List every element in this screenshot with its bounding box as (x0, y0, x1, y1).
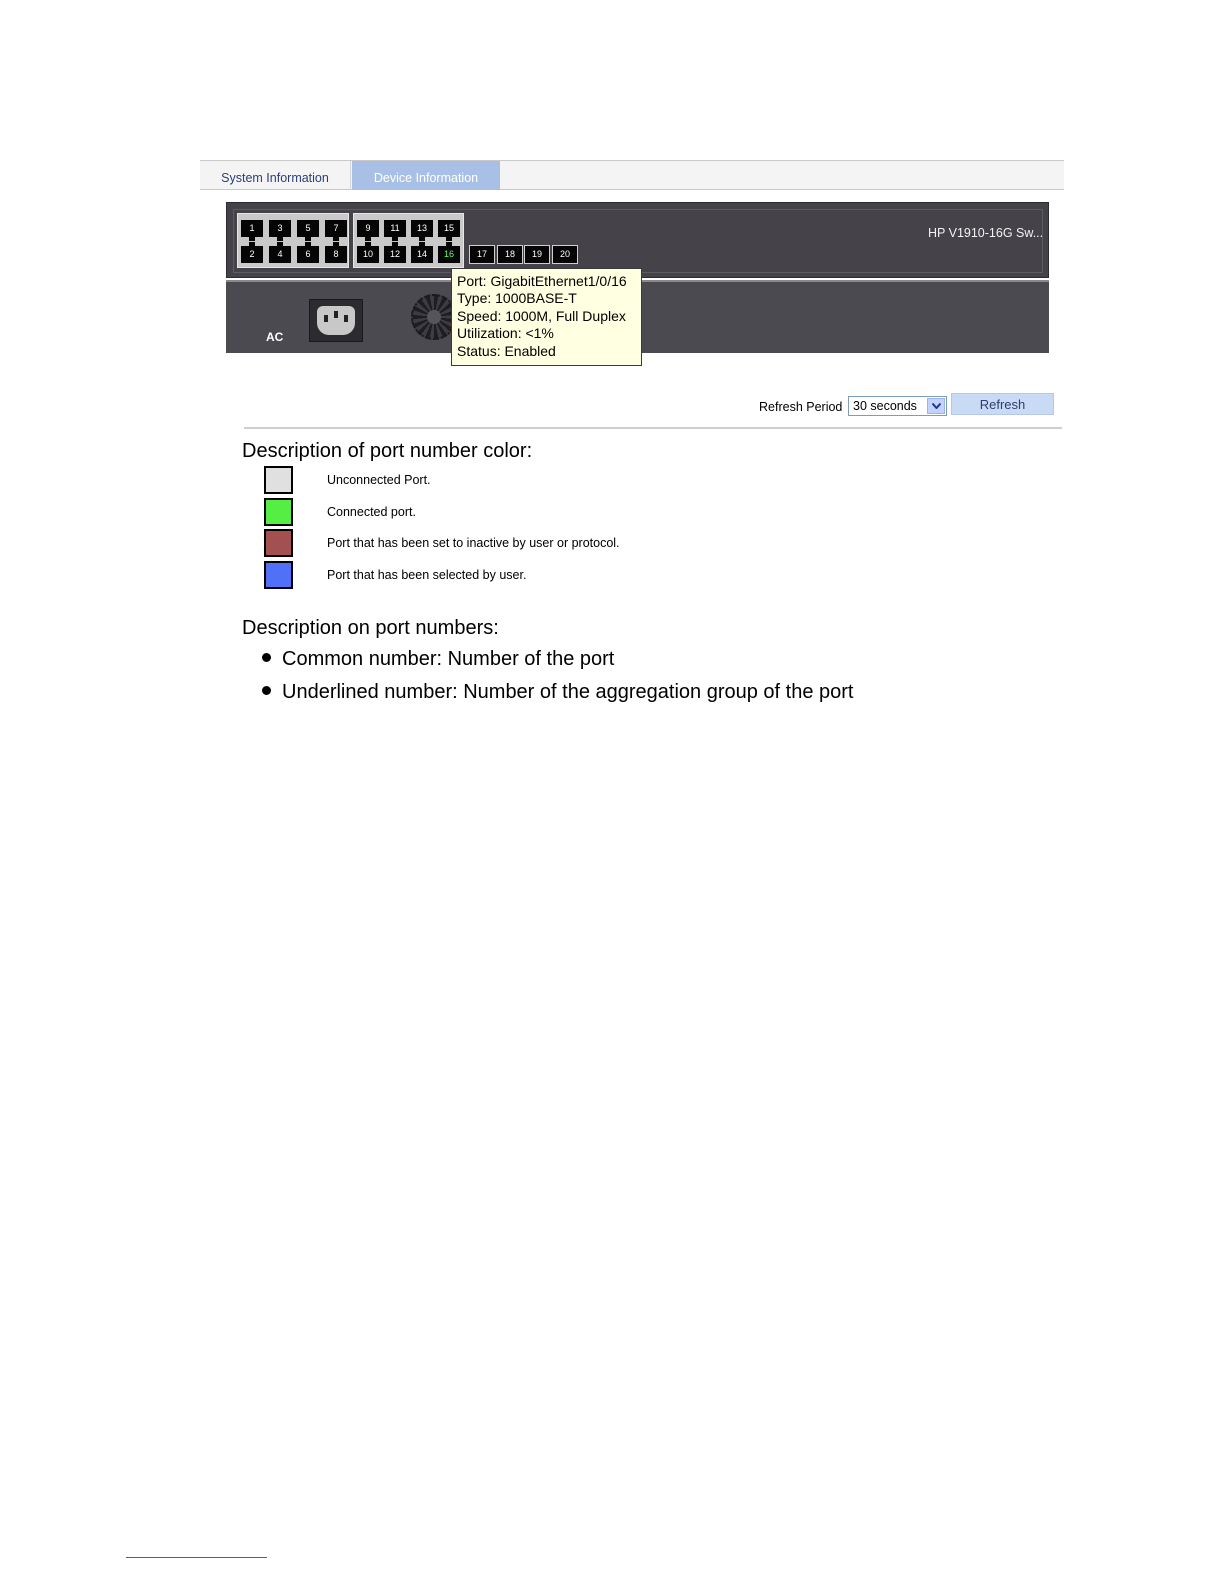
sfp-port-17[interactable]: 17 (469, 245, 495, 264)
port-15[interactable]: 15 (438, 220, 460, 237)
section-divider (244, 427, 1062, 429)
refresh-period-select[interactable] (848, 396, 947, 416)
unconnected-description: Unconnected Port. (327, 473, 431, 487)
connected-description: Connected port. (327, 505, 416, 519)
selected-description: Port that has been selected by user. (327, 568, 527, 582)
port-number-heading: Description on port numbers: (242, 617, 499, 639)
port-8[interactable]: 8 (325, 246, 347, 263)
refresh-button[interactable]: Refresh (951, 393, 1054, 415)
list-item (262, 648, 614, 671)
connected-swatch (264, 498, 293, 526)
sfp-port-18[interactable]: 18 (497, 245, 523, 264)
bullet-icon (262, 686, 271, 695)
port-group-2 (353, 213, 464, 268)
ac-label: AC (266, 330, 284, 344)
inactive-swatch (264, 529, 293, 557)
port-12[interactable]: 12 (384, 246, 406, 263)
port-4[interactable]: 4 (269, 246, 291, 263)
port-tooltip (451, 268, 642, 366)
device-model-name: HP V1910-16G Sw... (928, 226, 1044, 240)
sfp-port-19[interactable]: 19 (524, 245, 550, 264)
port-6[interactable]: 6 (297, 246, 319, 263)
port-3[interactable]: 3 (269, 220, 291, 237)
tab-device-information[interactable]: Device Information (352, 161, 500, 190)
bullet-icon (262, 653, 271, 662)
port-5[interactable]: 5 (297, 220, 319, 237)
underlined-number-description: Underlined number: Number of the aggregation group of the port (282, 681, 854, 703)
chevron-down-icon[interactable] (927, 398, 945, 414)
port-14[interactable]: 14 (411, 246, 433, 263)
sfp-port-20[interactable]: 20 (552, 245, 578, 264)
port-13[interactable]: 13 (411, 220, 433, 237)
refresh-period-label: Refresh Period (759, 400, 843, 414)
port-16[interactable]: 16 (438, 246, 460, 263)
tooltip-speed: Speed: 1000M, Full Duplex (457, 307, 626, 324)
footer-rule (126, 1557, 267, 1558)
tooltip-utilization: Utilization: <1% (457, 325, 554, 342)
list-item (262, 681, 853, 704)
power-socket-icon (309, 299, 363, 342)
port-11[interactable]: 11 (384, 220, 406, 237)
port-7[interactable]: 7 (325, 220, 347, 237)
common-number-description: Common number: Number of the port (282, 648, 615, 670)
selected-swatch (264, 561, 293, 589)
device-front-panel (226, 202, 1049, 278)
tooltip-status: Status: Enabled (457, 342, 556, 359)
tab-bar (200, 160, 1064, 190)
port-1[interactable]: 1 (241, 220, 263, 237)
color-legend-heading: Description of port number color: (242, 440, 533, 462)
unconnected-swatch (264, 466, 293, 494)
port-group-1 (237, 213, 349, 268)
tooltip-port: Port: GigabitEthernet1/0/16 (457, 273, 627, 289)
tab-system-information[interactable]: System Information (200, 161, 351, 190)
tooltip-type: Type: 1000BASE-T (457, 290, 577, 307)
port-2[interactable]: 2 (241, 246, 263, 263)
inactive-description: Port that has been set to inactive by user or protocol. (327, 536, 620, 550)
refresh-period-value: 30 seconds (853, 399, 917, 413)
port-10[interactable]: 10 (357, 246, 379, 263)
port-9[interactable]: 9 (357, 220, 379, 237)
